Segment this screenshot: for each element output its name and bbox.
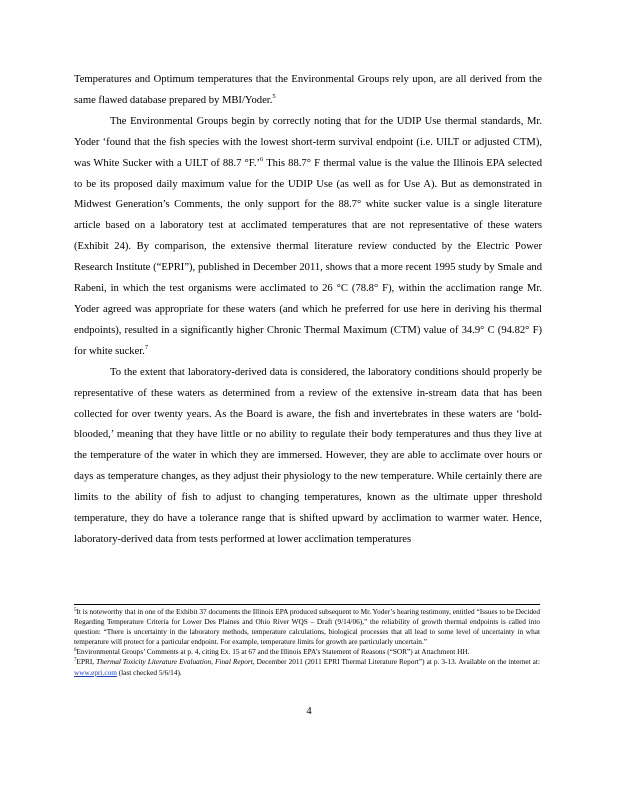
paragraph-2-part-a: The Environmental Groups begin by correctly noting that for the UDIP Use thermal standards, Mr. Yoder ‘found that the fish species with the lowest short-term survival endpoint (i.e. UILT or adjusted CTM), was White Sucker with a UILT of 88.7 °F.’	[74, 115, 542, 169]
footnote-number: 6	[74, 648, 77, 654]
footnote-text: Environmental Groups’ Comments at p. 4, citing Ex. 15 at 67 and the Illinois EPA’s Statement of Reasons (“SOR”) at Attachment HH.	[76, 647, 470, 657]
paragraph-2	[74, 112, 542, 363]
footnote-7	[74, 657, 540, 677]
body-text	[74, 70, 542, 551]
paragraph-1-text: Temperatures and Optimum temperatures that the Environmental Groups rely upon, are all derived from the same flawed database prepared by MBI/Yoder.	[74, 74, 542, 106]
footnotes	[74, 604, 540, 678]
footnote-report-title: Thermal Toxicity Literature Evaluation, Final Report	[96, 657, 253, 667]
footnote-number: 7	[74, 658, 77, 664]
footnote-text-mid: , December 2011 (2011 EPRI Thermal Literature Report”) at p. 3-13. Available on the internet at:	[252, 657, 540, 667]
page-number: 4	[306, 706, 312, 717]
footnote-6	[74, 647, 540, 657]
footnote-text: It is noteworthy that in one of the Exhibit 37 documents the Illinois EPA produced subsequent to Mr. Yoder’s hearing testimony, entitled “Issues to be Decided Regarding Temperature Criteria for Lower Des Plaines and Ohio River WQS – Draft (9/14/06),” the reliability of growth thermal endpoints is called into question: “There is uncertainty in the laboratory methods, temperature calculations, biological processes that all lead to some level of uncertainty in what temperature will protect for a particular endpoint. For example, temperature limits for growth are particularly uncertain.”	[74, 607, 540, 647]
footnote-5	[74, 607, 540, 647]
footnote-text-pre: EPRI,	[76, 657, 97, 667]
paragraph-3: To the extent that laboratory-derived data is considered, the laboratory conditions should properly be representative of these waters as determined from a review of the extensive in-stream data that has been collected for over twenty years. As the Board is aware, the fish and invertebrates in these waters are ‘bold-blooded,’ meaning that they have little or no ability to regulate their body temperatures and thus they live at the temperature of the water in which they are immersed. However, they are able to acclimate over hours or days as temperature changes, as they adjust their physiology to the new temperature. While certainly there are limits to the ability of fish to adjust to changing temperatures, known as the ultimate upper threshold temperature, they do have a tolerance range that is shifted upward by acclimation to warmer water. Hence, laboratory-derived data from tests performed at lower acclimation temperatures	[74, 366, 542, 545]
footnote-text-post: (last checked 5/6/14).	[116, 667, 182, 677]
footnote-number: 5	[74, 608, 77, 613]
paragraph-2-part-b: This 88.7° F thermal value is the value the Illinois EPA selected to be its proposed daily maximum value for the UDIP Use (as well as for Use A). But as demonstrated in Midwest Generation’s Comments, the only support for the 88.7° white sucker value is a single literature article based on a laboratory test at acclimated temperatures that are not representative of these waters (Exhibit 24). By comparison, the extensive thermal literature review conducted by the Electric Power Research Institute (“EPRI”), published in December 2011, shows that a more recent 1995 study by Smale and Rabeni, in which the test organisms were acclimated to 26 °C (78.8° F), within the acclimation range Mr. Yoder agreed was appropriate for these waters (and which he preferred for use here in deriving his thermal endpoints), resulted in a significantly higher Chronic Thermal Maximum (CTM) value of 34.9° C (94.82° F) for white sucker.	[74, 157, 542, 357]
paragraph-1	[74, 70, 542, 112]
footnote-ref-7[interactable]: 7	[144, 343, 149, 351]
footnote-ref-6[interactable]: 6	[260, 155, 264, 163]
epri-link[interactable]: www.epri.com	[74, 667, 117, 677]
footnote-ref-5[interactable]: 5	[272, 92, 276, 100]
